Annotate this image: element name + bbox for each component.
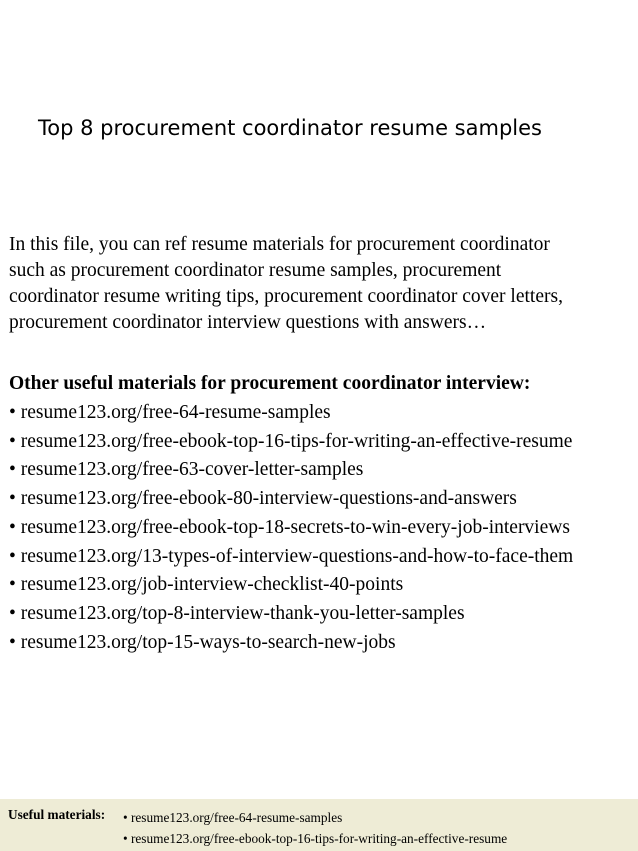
footer-links (123, 807, 507, 849)
materials-heading: Other useful materials for procurement coordinator interview: (9, 373, 531, 394)
footer-label (8, 807, 105, 823)
materials-link[interactable]: • resume123.org/free-63-cover-letter-samples (9, 459, 364, 481)
footer-label-text: Useful materials (8, 807, 101, 822)
useful-materials-section (9, 368, 634, 657)
materials-link[interactable]: • resume123.org/13-types-of-interview-questions-and-how-to-face-them (9, 545, 574, 567)
footer-bar (0, 799, 638, 851)
intro-paragraph (9, 232, 631, 336)
materials-link[interactable]: • resume123.org/free-ebook-top-16-tips-for-writing-an-effective-resume (9, 430, 573, 452)
materials-link[interactable]: • resume123.org/top-8-interview-thank-you-letter-samples (9, 602, 465, 624)
footer-link[interactable]: • resume123.org/free-64-resume-samples (123, 810, 343, 825)
intro-line: In this file, you can ref resume materials for procurement coordinator (9, 234, 550, 255)
footer-label-colon: : (100, 807, 106, 822)
intro-line: coordinator resume writing tips, procurement coordinator cover letters, (9, 286, 563, 307)
footer-link[interactable]: • resume123.org/free-ebook-top-16-tips-for-writing-an-effective-resume (123, 831, 508, 846)
intro-line: procurement coordinator interview questions with answers… (9, 312, 487, 333)
page-title: Top 8 procurement coordinator resume samples (38, 116, 542, 140)
materials-list (9, 399, 634, 657)
intro-line: such as procurement coordinator resume samples, procurement (9, 260, 502, 281)
materials-link[interactable]: • resume123.org/free-64-resume-samples (9, 402, 331, 423)
materials-link[interactable]: • resume123.org/free-ebook-80-interview-questions-and-answers (9, 488, 517, 510)
materials-link[interactable]: • resume123.org/job-interview-checklist-40-points (9, 574, 404, 596)
materials-link[interactable]: • resume123.org/free-ebook-top-18-secrets-to-win-every-job-interviews (9, 516, 570, 538)
materials-link[interactable]: • resume123.org/top-15-ways-to-search-new-jobs (9, 631, 396, 653)
